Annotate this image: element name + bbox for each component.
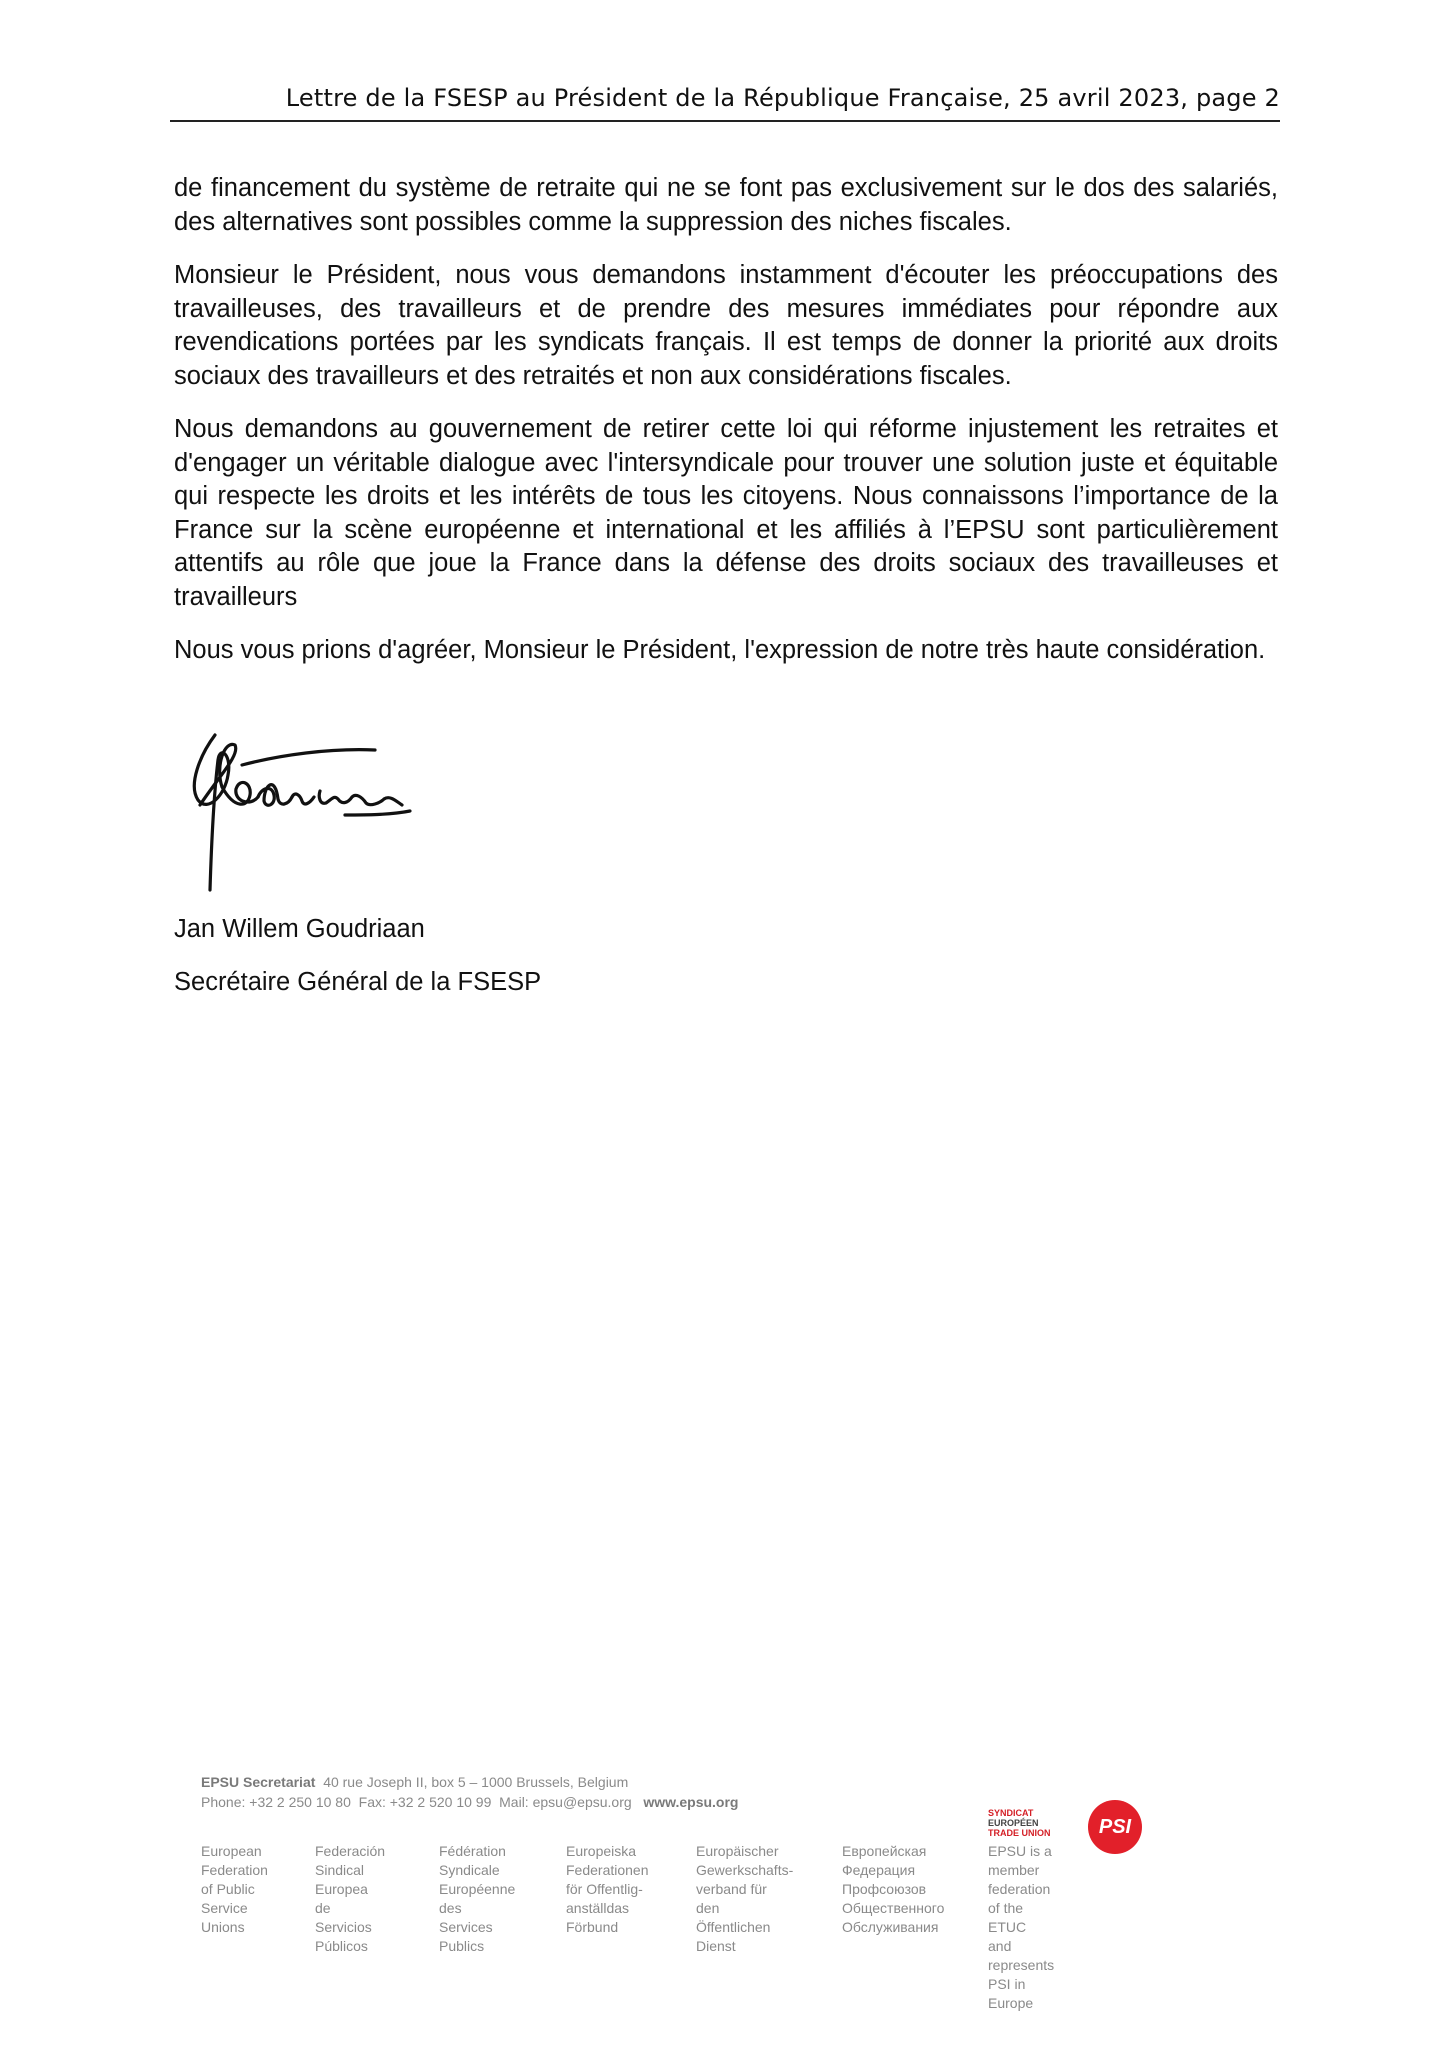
handwritten-signature xyxy=(180,715,430,900)
letter-body xyxy=(174,172,1278,688)
phone: Phone: +32 2 250 10 80 xyxy=(201,1794,351,1810)
mail: Mail: epsu@epsu.org xyxy=(499,1794,632,1810)
signature-text: Goudriaan xyxy=(180,715,185,716)
federation-name-de: Europäischer Gewerkschafts- verband für den Öffentlichen Dienst xyxy=(696,1843,794,1954)
federation-name-ru: Европейская Федерация Профсоюзов Общественного Обслуживания xyxy=(842,1843,945,1935)
signatory-title: Secrétaire Général de la FSESP xyxy=(174,968,542,996)
etuc-membership-note: EPSU is a member federation of the ETUC and represents PSI in Europe xyxy=(988,1843,1055,2011)
address: 40 rue Joseph II, box 5 – 1000 Brussels, Belgium xyxy=(323,1774,629,1790)
signatory-name: Jan Willem Goudriaan xyxy=(174,915,425,943)
letter-footer xyxy=(201,1772,1161,2011)
paragraph: Nous demandons au gouvernement de retirer cette loi qui réforme injustement les retraites et d'engager un véritable dialogue avec l'intersyndicale pour trouver une solution juste et équitable qui respecte les droits et les intérêts de tous les citoyens. Nous connaissons l’importance de la France sur la scène européenne et international et les affiliés à l’EPSU sont particulièrement attentifs au rôle que joue la France dans la défense des droits sociaux des travailleuses et travailleurs xyxy=(174,415,1278,611)
federation-name-en: European Federation of Public Service Unions xyxy=(201,1843,268,1935)
web-link[interactable]: www.epsu.org xyxy=(643,1794,739,1810)
etuc-logo-line: TRADE UNION xyxy=(988,1828,1051,1838)
paragraph: Monsieur le Président, nous vous demandons instamment d'écouter les préoccupations des travailleuses, des travailleurs et de prendre des mesures immédiates pour répondre aux revendications portées par les syndicats français. Il est temps de donner la priorité aux droits sociaux des travailleurs et des retraités et non aux considérations fiscales. xyxy=(174,261,1278,390)
fax: Fax: +32 2 520 10 99 xyxy=(358,1794,492,1810)
etuc-logo-line: SYNDICAT xyxy=(988,1808,1034,1818)
federation-name-es: Federación Sindical Europea de Servicios Públicos xyxy=(315,1843,386,1954)
etuc-logo-line: EUROPÉEN xyxy=(988,1818,1039,1828)
federation-name-fr: Fédération Syndicale Européenne des Services Publics xyxy=(439,1843,516,1954)
paragraph: Nous vous prions d'agréer, Monsieur le Président, l'expression de notre très haute considération. xyxy=(174,636,1266,664)
org-name: EPSU Secretariat xyxy=(201,1774,316,1790)
footer-address xyxy=(201,1772,1161,1792)
psi-logo: PSI xyxy=(1088,1800,1142,1854)
paragraph: de financement du système de retraite qui ne se font pas exclusivement sur le dos des salariés, des alternatives sont possibles comme la suppression des niches fiscales. xyxy=(174,174,1278,236)
page-header: Lettre de la FSESP au Président de la République Française, 25 avril 2023, page 2 xyxy=(170,84,1280,122)
federation-name-sv: Europeiska Federationen för Offentlig- anställdas Förbund xyxy=(566,1843,649,1935)
